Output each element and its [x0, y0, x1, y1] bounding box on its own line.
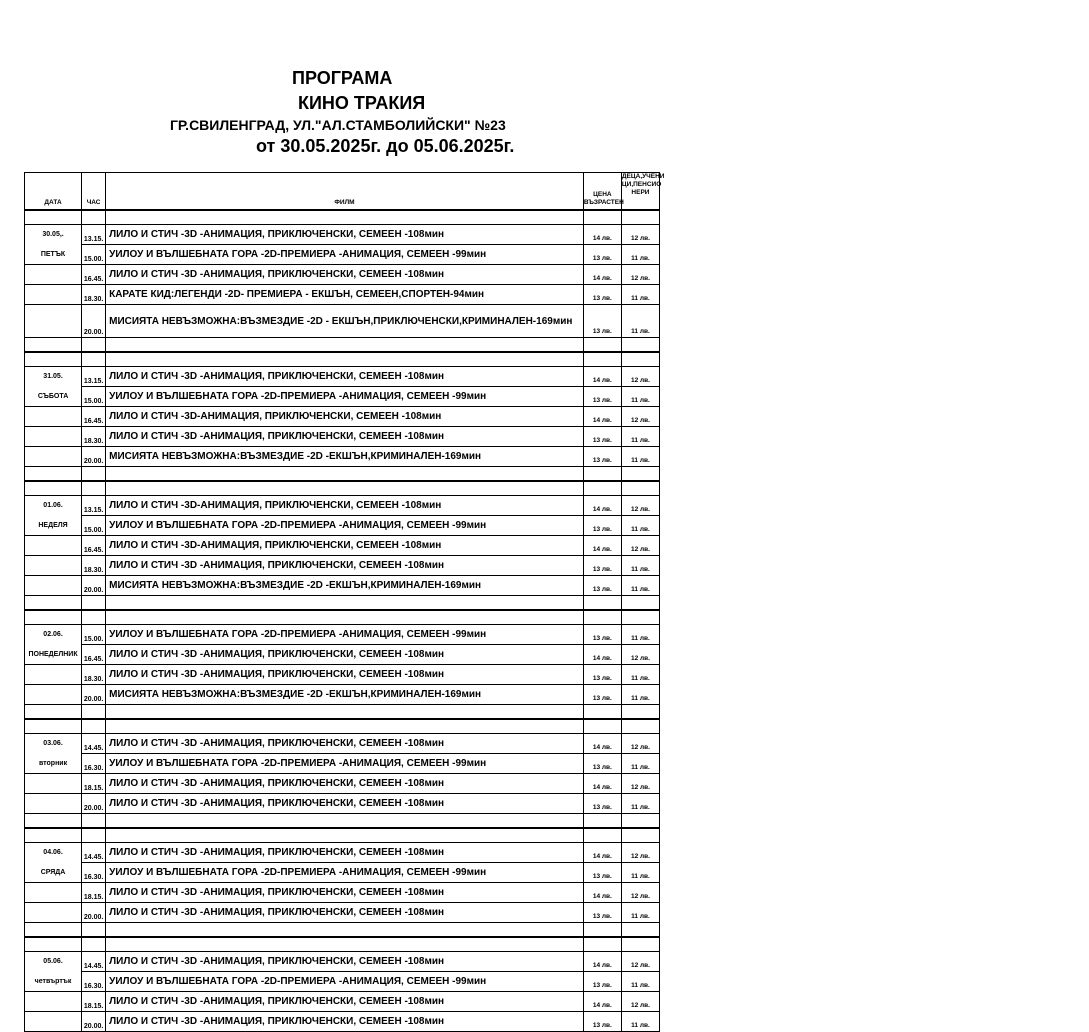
- weekday-cell: ПЕТЪК: [25, 245, 82, 265]
- date-cell: [25, 536, 82, 556]
- price-adult: 14 лв.: [583, 774, 621, 794]
- spacer-cell: [621, 705, 659, 720]
- spacer-row: [25, 210, 660, 225]
- date-cell: 31.05.: [25, 367, 82, 387]
- spacer-cell: [621, 338, 659, 353]
- table-row: [25, 625, 660, 645]
- price-adult: 13 лв.: [583, 972, 621, 992]
- show-time: 20.00.: [82, 903, 106, 923]
- price-adult: 13 лв.: [583, 754, 621, 774]
- spacer-row: [25, 610, 660, 625]
- film-title: ЛИЛО И СТИЧ -3D -АНИМАЦИЯ, ПРИКЛЮЧЕНСКИ, СЕМЕЕН -108мин: [106, 1012, 584, 1032]
- price-reduced: 11 лв.: [621, 794, 659, 814]
- film-title: ЛИЛО И СТИЧ -3D -АНИМАЦИЯ, ПРИКЛЮЧЕНСКИ, СЕМЕЕН -108мин: [106, 734, 584, 754]
- weekday-cell: НЕДЕЛЯ: [25, 516, 82, 536]
- spacer-cell: [583, 481, 621, 496]
- spacer-cell: [82, 467, 106, 482]
- price-reduced: 12 лв.: [621, 265, 659, 285]
- film-title: ЛИЛО И СТИЧ -3D-АНИМАЦИЯ, ПРИКЛЮЧЕНСКИ, СЕМЕЕН -108мин: [106, 496, 584, 516]
- show-time: 18.30.: [82, 285, 106, 305]
- price-adult: 14 лв.: [583, 734, 621, 754]
- table-row: [25, 576, 660, 596]
- spacer-row: [25, 828, 660, 843]
- spacer-cell: [583, 596, 621, 611]
- date-cell: [25, 1012, 82, 1032]
- price-adult: 14 лв.: [583, 992, 621, 1012]
- spacer-cell: [106, 481, 584, 496]
- spacer-cell: [106, 210, 584, 225]
- price-adult: 13 лв.: [583, 387, 621, 407]
- spacer-row: [25, 814, 660, 829]
- spacer-cell: [106, 467, 584, 482]
- date-cell: [25, 556, 82, 576]
- spacer-cell: [82, 705, 106, 720]
- price-reduced: 11 лв.: [621, 1012, 659, 1032]
- cinema-address: ГР.СВИЛЕНГРАД, УЛ."АЛ.СТАМБОЛИЙСКИ" №23: [170, 117, 506, 133]
- price-adult: 13 лв.: [583, 245, 621, 265]
- show-time: 20.00.: [82, 305, 106, 338]
- spacer-cell: [106, 596, 584, 611]
- price-reduced: 12 лв.: [621, 496, 659, 516]
- spacer-cell: [82, 814, 106, 829]
- price-reduced: 12 лв.: [621, 843, 659, 863]
- price-reduced: 12 лв.: [621, 407, 659, 427]
- weekday-cell: ПОНЕДЕЛНИК: [25, 645, 82, 665]
- show-time: 16.30.: [82, 863, 106, 883]
- table-row: [25, 1012, 660, 1032]
- spacer-cell: [25, 596, 82, 611]
- show-time: 16.45.: [82, 645, 106, 665]
- spacer-cell: [25, 610, 82, 625]
- spacer-cell: [82, 828, 106, 843]
- spacer-cell: [583, 937, 621, 952]
- spacer-cell: [106, 923, 584, 938]
- table-row: [25, 972, 660, 992]
- price-reduced: 12 лв.: [621, 883, 659, 903]
- film-title: КАРАТЕ КИД:ЛЕГЕНДИ -2D- ПРЕМИЕРА - ЕКШЪН, СЕМЕЕН,СПОРТЕН-94мин: [106, 285, 584, 305]
- price-adult: 13 лв.: [583, 427, 621, 447]
- price-reduced: 11 лв.: [621, 903, 659, 923]
- film-title: МИСИЯТА НЕВЪЗМОЖНА:ВЪЗМЕЗДИЕ -2D -ЕКШЪН,КРИМИНАЛЕН-169мин: [106, 447, 584, 467]
- table-row: [25, 992, 660, 1012]
- table-row: [25, 496, 660, 516]
- spacer-cell: [25, 705, 82, 720]
- spacer-cell: [583, 814, 621, 829]
- spacer-cell: [106, 937, 584, 952]
- spacer-cell: [621, 828, 659, 843]
- table-row: [25, 427, 660, 447]
- film-title: ЛИЛО И СТИЧ -3D -АНИМАЦИЯ, ПРИКЛЮЧЕНСКИ, СЕМЕЕН -108мин: [106, 883, 584, 903]
- spacer-row: [25, 352, 660, 367]
- spacer-cell: [25, 923, 82, 938]
- date-cell: [25, 407, 82, 427]
- spacer-row: [25, 719, 660, 734]
- schedule-table: [24, 172, 665, 1032]
- show-time: 18.30.: [82, 556, 106, 576]
- spacer-cell: [82, 923, 106, 938]
- show-time: 20.00.: [82, 447, 106, 467]
- price-adult: 13 лв.: [583, 903, 621, 923]
- price-adult: 13 лв.: [583, 516, 621, 536]
- show-time: 15.00.: [82, 245, 106, 265]
- film-title: МИСИЯТА НЕВЪЗМОЖНА:ВЪЗМЕЗДИЕ -2D - ЕКШЪН,ПРИКЛЮЧЕНСКИ,КРИМИНАЛЕН-169мин: [106, 305, 584, 338]
- price-adult: 14 лв.: [583, 883, 621, 903]
- price-reduced: 11 лв.: [621, 625, 659, 645]
- spacer-cell: [82, 596, 106, 611]
- show-time: 20.00.: [82, 794, 106, 814]
- table-row: [25, 265, 660, 285]
- price-adult: 14 лв.: [583, 496, 621, 516]
- show-time: 18.30.: [82, 427, 106, 447]
- spacer-cell: [25, 719, 82, 734]
- show-time: 14.45.: [82, 843, 106, 863]
- spacer-cell: [82, 210, 106, 225]
- spacer-cell: [25, 814, 82, 829]
- price-adult: 13 лв.: [583, 625, 621, 645]
- price-reduced: 11 лв.: [621, 245, 659, 265]
- price-reduced: 11 лв.: [621, 305, 659, 338]
- spacer-row: [25, 705, 660, 720]
- show-time: 16.45.: [82, 407, 106, 427]
- film-title: УИЛОУ И ВЪЛШЕБНАТА ГОРА -2D-ПРЕМИЕРА -АНИМАЦИЯ, СЕМЕЕН -99мин: [106, 516, 584, 536]
- date-cell: [25, 576, 82, 596]
- spacer-cell: [106, 352, 584, 367]
- show-time: 18.15.: [82, 992, 106, 1012]
- price-reduced: 11 лв.: [621, 427, 659, 447]
- spacer-cell: [106, 828, 584, 843]
- date-cell: [25, 992, 82, 1012]
- film-title: ЛИЛО И СТИЧ -3D -АНИМАЦИЯ, ПРИКЛЮЧЕНСКИ, СЕМЕЕН -108мин: [106, 903, 584, 923]
- price-reduced: 12 лв.: [621, 734, 659, 754]
- spacer-cell: [621, 352, 659, 367]
- show-time: 16.45.: [82, 536, 106, 556]
- price-reduced: 12 лв.: [621, 774, 659, 794]
- spacer-cell: [583, 719, 621, 734]
- table-row: [25, 285, 660, 305]
- date-cell: [25, 903, 82, 923]
- price-adult: 14 лв.: [583, 952, 621, 972]
- spacer-cell: [25, 210, 82, 225]
- date-cell: [25, 685, 82, 705]
- spacer-cell: [621, 923, 659, 938]
- date-cell: [25, 665, 82, 685]
- price-reduced: 11 лв.: [621, 685, 659, 705]
- table-row: [25, 863, 660, 883]
- film-title: ЛИЛО И СТИЧ -3D-АНИМАЦИЯ, ПРИКЛЮЧЕНСКИ, СЕМЕЕН -108мин: [106, 407, 584, 427]
- table-row: [25, 407, 660, 427]
- spacer-cell: [25, 467, 82, 482]
- film-title: МИСИЯТА НЕВЪЗМОЖНА:ВЪЗМЕЗДИЕ -2D -ЕКШЪН,КРИМИНАЛЕН-169мин: [106, 685, 584, 705]
- spacer-cell: [25, 828, 82, 843]
- table-row: [25, 754, 660, 774]
- spacer-cell: [583, 467, 621, 482]
- date-cell: 04.06.: [25, 843, 82, 863]
- header-price-adult: ЦЕНА ВЪЗРАСТЕН: [583, 173, 621, 211]
- film-title: ЛИЛО И СТИЧ -3D -АНИМАЦИЯ, ПРИКЛЮЧЕНСКИ, СЕМЕЕН -108мин: [106, 774, 584, 794]
- show-time: 16.45.: [82, 265, 106, 285]
- spacer-row: [25, 937, 660, 952]
- header-date: ДАТА: [25, 173, 82, 211]
- film-title: ЛИЛО И СТИЧ -3D -АНИМАЦИЯ, ПРИКЛЮЧЕНСКИ, СЕМЕЕН -108мин: [106, 952, 584, 972]
- spacer-cell: [621, 210, 659, 225]
- spacer-cell: [583, 705, 621, 720]
- film-title: ЛИЛО И СТИЧ -3D -АНИМАЦИЯ, ПРИКЛЮЧЕНСКИ, СЕМЕЕН -108мин: [106, 225, 584, 245]
- spacer-cell: [621, 719, 659, 734]
- price-adult: 13 лв.: [583, 305, 621, 338]
- table-row: [25, 794, 660, 814]
- spacer-cell: [82, 937, 106, 952]
- price-adult: 14 лв.: [583, 265, 621, 285]
- film-title: УИЛОУ И ВЪЛШЕБНАТА ГОРА -2D-ПРЕМИЕРА -АНИМАЦИЯ, СЕМЕЕН -99мин: [106, 754, 584, 774]
- table-row: [25, 952, 660, 972]
- film-title: ЛИЛО И СТИЧ -3D-АНИМАЦИЯ, ПРИКЛЮЧЕНСКИ, СЕМЕЕН -108мин: [106, 536, 584, 556]
- spacer-cell: [82, 338, 106, 353]
- spacer-cell: [621, 814, 659, 829]
- show-time: 13.15.: [82, 367, 106, 387]
- spacer-cell: [25, 937, 82, 952]
- price-reduced: 12 лв.: [621, 992, 659, 1012]
- spacer-cell: [106, 719, 584, 734]
- show-time: 20.00.: [82, 1012, 106, 1032]
- show-time: 14.45.: [82, 734, 106, 754]
- price-reduced: 11 лв.: [621, 665, 659, 685]
- film-title: ЛИЛО И СТИЧ -3D -АНИМАЦИЯ, ПРИКЛЮЧЕНСКИ, СЕМЕЕН -108мин: [106, 556, 584, 576]
- price-reduced: 11 лв.: [621, 576, 659, 596]
- show-time: 20.00.: [82, 576, 106, 596]
- spacer-cell: [106, 814, 584, 829]
- schedule-period: от 30.05.2025г. до 05.06.2025г.: [256, 136, 515, 156]
- price-reduced: 12 лв.: [621, 952, 659, 972]
- show-time: 15.00.: [82, 625, 106, 645]
- date-cell: [25, 794, 82, 814]
- show-time: 15.00.: [82, 516, 106, 536]
- date-cell: 03.06.: [25, 734, 82, 754]
- table-row: [25, 665, 660, 685]
- spacer-cell: [583, 610, 621, 625]
- film-title: УИЛОУ И ВЪЛШЕБНАТА ГОРА -2D-ПРЕМИЕРА -АНИМАЦИЯ, СЕМЕЕН -99мин: [106, 863, 584, 883]
- header-time: ЧАС: [82, 173, 106, 211]
- price-adult: 13 лв.: [583, 576, 621, 596]
- date-cell: [25, 265, 82, 285]
- table-row: [25, 305, 660, 338]
- show-time: 18.15.: [82, 883, 106, 903]
- spacer-cell: [583, 338, 621, 353]
- price-adult: 14 лв.: [583, 225, 621, 245]
- spacer-cell: [583, 828, 621, 843]
- date-cell: 01.06.: [25, 496, 82, 516]
- spacer-row: [25, 467, 660, 482]
- date-cell: 02.06.: [25, 625, 82, 645]
- table-row: [25, 536, 660, 556]
- page-title: ПРОГРАМА: [292, 68, 393, 88]
- show-time: 18.15.: [82, 774, 106, 794]
- spacer-cell: [106, 705, 584, 720]
- spacer-cell: [621, 937, 659, 952]
- schedule-table-wrapper: [24, 172, 665, 1032]
- spacer-cell: [583, 923, 621, 938]
- price-reduced: 12 лв.: [621, 225, 659, 245]
- date-cell: [25, 305, 82, 338]
- date-cell: 05.06.: [25, 952, 82, 972]
- date-cell: [25, 427, 82, 447]
- price-adult: 14 лв.: [583, 367, 621, 387]
- table-row: [25, 516, 660, 536]
- table-row: [25, 387, 660, 407]
- price-adult: 13 лв.: [583, 447, 621, 467]
- film-title: ЛИЛО И СТИЧ -3D -АНИМАЦИЯ, ПРИКЛЮЧЕНСКИ, СЕМЕЕН -108мин: [106, 665, 584, 685]
- price-adult: 14 лв.: [583, 407, 621, 427]
- date-cell: [25, 774, 82, 794]
- show-time: 18.30.: [82, 665, 106, 685]
- film-title: ЛИЛО И СТИЧ -3D -АНИМАЦИЯ, ПРИКЛЮЧЕНСКИ, СЕМЕЕН -108мин: [106, 794, 584, 814]
- price-reduced: 11 лв.: [621, 387, 659, 407]
- film-title: УИЛОУ И ВЪЛШЕБНАТА ГОРА -2D-ПРЕМИЕРА -АНИМАЦИЯ, СЕМЕЕН -99мин: [106, 972, 584, 992]
- table-row: [25, 367, 660, 387]
- price-adult: 13 лв.: [583, 665, 621, 685]
- date-cell: [25, 285, 82, 305]
- price-reduced: 11 лв.: [621, 447, 659, 467]
- spacer-cell: [621, 596, 659, 611]
- spacer-row: [25, 338, 660, 353]
- show-time: 13.15.: [82, 496, 106, 516]
- film-title: УИЛОУ И ВЪЛШЕБНАТА ГОРА -2D-ПРЕМИЕРА -АНИМАЦИЯ, СЕМЕЕН -99мин: [106, 387, 584, 407]
- date-cell: [25, 447, 82, 467]
- film-title: ЛИЛО И СТИЧ -3D -АНИМАЦИЯ, ПРИКЛЮЧЕНСКИ, СЕМЕЕН -108мин: [106, 265, 584, 285]
- price-adult: 13 лв.: [583, 1012, 621, 1032]
- spacer-cell: [25, 481, 82, 496]
- spacer-cell: [106, 610, 584, 625]
- film-title: ЛИЛО И СТИЧ -3D -АНИМАЦИЯ, ПРИКЛЮЧЕНСКИ, СЕМЕЕН -108мин: [106, 645, 584, 665]
- table-row: [25, 447, 660, 467]
- spacer-row: [25, 481, 660, 496]
- price-adult: 13 лв.: [583, 863, 621, 883]
- price-reduced: 11 лв.: [621, 863, 659, 883]
- film-title: ЛИЛО И СТИЧ -3D -АНИМАЦИЯ, ПРИКЛЮЧЕНСКИ, СЕМЕЕН -108мин: [106, 367, 584, 387]
- weekday-cell: четвъртък: [25, 972, 82, 992]
- spacer-cell: [621, 467, 659, 482]
- spacer-cell: [621, 481, 659, 496]
- header-price-reduced: ДЕЦА,УЧЕНИ ЦИ,ПЕНСИО НЕРИ: [621, 173, 659, 211]
- film-title: УИЛОУ И ВЪЛШЕБНАТА ГОРА -2D-ПРЕМИЕРА -АНИМАЦИЯ, СЕМЕЕН -99мин: [106, 245, 584, 265]
- spacer-cell: [82, 352, 106, 367]
- spacer-row: [25, 923, 660, 938]
- spacer-cell: [82, 481, 106, 496]
- spacer-cell: [25, 338, 82, 353]
- price-reduced: 12 лв.: [621, 536, 659, 556]
- schedule-body: [25, 173, 665, 1032]
- price-reduced: 11 лв.: [621, 285, 659, 305]
- spacer-cell: [583, 352, 621, 367]
- header-row: [25, 173, 660, 211]
- price-reduced: 12 лв.: [621, 367, 659, 387]
- film-title: ЛИЛО И СТИЧ -3D -АНИМАЦИЯ, ПРИКЛЮЧЕНСКИ, СЕМЕЕН -108мин: [106, 992, 584, 1012]
- show-time: 16.30.: [82, 972, 106, 992]
- spacer-cell: [25, 352, 82, 367]
- price-adult: 13 лв.: [583, 685, 621, 705]
- table-row: [25, 843, 660, 863]
- price-adult: 13 лв.: [583, 794, 621, 814]
- table-row: [25, 883, 660, 903]
- price-reduced: 11 лв.: [621, 754, 659, 774]
- table-row: [25, 774, 660, 794]
- show-time: 14.45.: [82, 952, 106, 972]
- table-row: [25, 225, 660, 245]
- film-title: УИЛОУ И ВЪЛШЕБНАТА ГОРА -2D-ПРЕМИЕРА -АНИМАЦИЯ, СЕМЕЕН -99мин: [106, 625, 584, 645]
- table-row: [25, 645, 660, 665]
- spacer-row: [25, 596, 660, 611]
- spacer-cell: [106, 338, 584, 353]
- cinema-name: КИНО ТРАКИЯ: [298, 93, 426, 113]
- show-time: 20.00.: [82, 685, 106, 705]
- price-adult: 14 лв.: [583, 843, 621, 863]
- film-title: ЛИЛО И СТИЧ -3D -АНИМАЦИЯ, ПРИКЛЮЧЕНСКИ, СЕМЕЕН -108мин: [106, 427, 584, 447]
- price-reduced: 12 лв.: [621, 645, 659, 665]
- header-film: ФИЛМ: [106, 173, 584, 211]
- price-adult: 13 лв.: [583, 285, 621, 305]
- film-title: ЛИЛО И СТИЧ -3D -АНИМАЦИЯ, ПРИКЛЮЧЕНСКИ, СЕМЕЕН -108мин: [106, 843, 584, 863]
- weekday-cell: вторник: [25, 754, 82, 774]
- spacer-cell: [82, 610, 106, 625]
- table-row: [25, 556, 660, 576]
- table-row: [25, 245, 660, 265]
- show-time: 16.30.: [82, 754, 106, 774]
- show-time: 13.15.: [82, 225, 106, 245]
- price-adult: 14 лв.: [583, 645, 621, 665]
- price-reduced: 11 лв.: [621, 972, 659, 992]
- spacer-cell: [583, 210, 621, 225]
- price-reduced: 11 лв.: [621, 556, 659, 576]
- table-row: [25, 734, 660, 754]
- film-title: МИСИЯТА НЕВЪЗМОЖНА:ВЪЗМЕЗДИЕ -2D -ЕКШЪН,КРИМИНАЛЕН-169мин: [106, 576, 584, 596]
- date-cell: 30.05,.: [25, 225, 82, 245]
- date-cell: [25, 883, 82, 903]
- weekday-cell: СЪБОТА: [25, 387, 82, 407]
- spacer-cell: [621, 610, 659, 625]
- show-time: 15.00.: [82, 387, 106, 407]
- spacer-cell: [82, 719, 106, 734]
- table-row: [25, 685, 660, 705]
- price-reduced: 11 лв.: [621, 516, 659, 536]
- weekday-cell: СРЯДА: [25, 863, 82, 883]
- price-adult: 13 лв.: [583, 556, 621, 576]
- price-adult: 14 лв.: [583, 536, 621, 556]
- table-row: [25, 903, 660, 923]
